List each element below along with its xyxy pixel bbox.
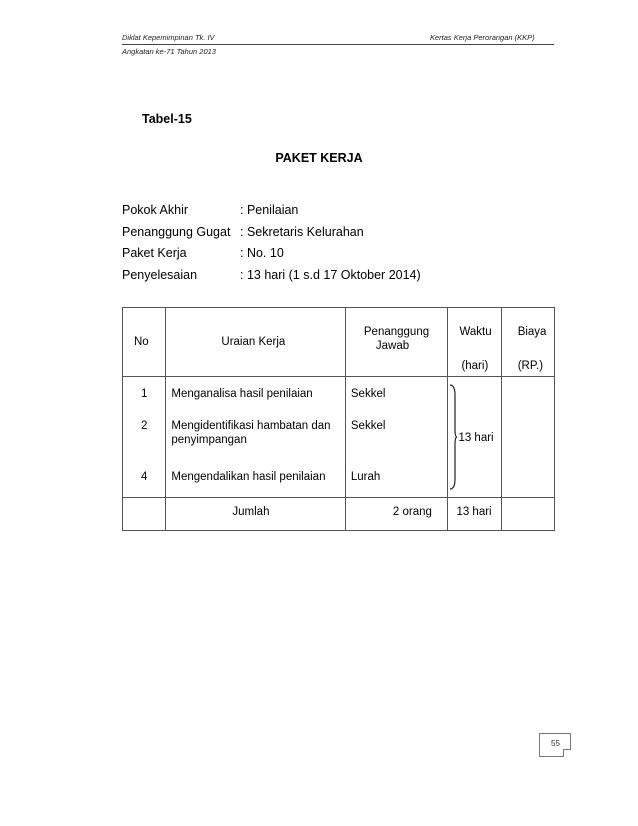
- header-no: No: [134, 336, 149, 348]
- header-left-line2: Angkatan ke-71 Tahun 2013: [122, 47, 216, 56]
- footer-cell-no: [123, 498, 166, 531]
- row-3-uraian: Mengendalikan hasil penilaian: [171, 471, 326, 483]
- footer-pj-total: 2 orang: [392, 506, 432, 518]
- info-value: : 13 hari (1 s.d 17 Oktober 2014): [240, 267, 421, 282]
- row-2-pj: Sekkel: [350, 420, 386, 432]
- row-1-no: 1: [141, 388, 148, 400]
- footer-cell-jumlah: [166, 498, 345, 531]
- header-biaya-unit: (RP.): [517, 360, 544, 372]
- header-cell-biaya: [501, 308, 554, 377]
- row-3-no: 4: [141, 471, 148, 483]
- info-value: : Sekretaris Kelurahan: [240, 224, 364, 239]
- header-cell-no: [123, 308, 166, 377]
- header-pj-line2: Jawab: [375, 340, 410, 352]
- table-label: Tabel-15: [142, 112, 192, 126]
- info-label: Pokok Akhir: [122, 203, 189, 217]
- table-footer-row: [123, 498, 555, 531]
- body-cell-waktu: [448, 377, 501, 498]
- info-value: : No. 10: [240, 246, 284, 260]
- page-number: 55: [551, 739, 560, 748]
- info-label: Paket Kerja: [122, 246, 187, 260]
- info-label: Penanggung Gugat: [122, 224, 231, 239]
- work-package-table: [122, 307, 555, 531]
- header-divider: [122, 44, 554, 45]
- header-right: Kertas Kerja Perorangan (KKP): [430, 33, 535, 42]
- row-1-uraian: Menganalisa hasil penilaian: [171, 388, 313, 400]
- header-waktu-unit: (hari): [461, 360, 489, 372]
- info-row-pokok-akhir: [122, 203, 421, 225]
- header-uraian: Uraian Kerja: [221, 336, 286, 348]
- footer-cell-waktu-total: [448, 498, 501, 531]
- info-row-paket-kerja: [122, 246, 421, 268]
- footer-waktu-total: 13 hari: [456, 506, 492, 518]
- table-body-row: [123, 377, 555, 498]
- table-header-row: [123, 308, 555, 377]
- header-cell-penanggung-jawab: [345, 308, 448, 377]
- page-title: PAKET KERJA: [275, 151, 363, 165]
- footer-cell-pj-total: [345, 498, 448, 531]
- page-number-box: [539, 733, 571, 757]
- header-left-line1: Diklat Kepemimpinan Tk. IV: [122, 33, 215, 42]
- body-cell-biaya: [501, 377, 554, 498]
- row-2-uraian-line1: Mengidentifikasi hambatan dan: [171, 420, 331, 432]
- info-row-penyelesaian: [122, 268, 421, 290]
- body-cell-penanggung-jawab: [345, 377, 448, 498]
- header-waktu: Waktu: [459, 326, 492, 338]
- footer-jumlah: Jumlah: [232, 506, 270, 518]
- info-row-penanggung-gugat: [122, 225, 421, 247]
- row-3-pj: Lurah: [350, 471, 381, 483]
- waktu-total-rows: 13 hari: [458, 432, 494, 444]
- body-cell-no: [123, 377, 166, 498]
- header-cell-waktu: [448, 308, 501, 377]
- row-1-pj: Sekkel: [350, 388, 386, 400]
- body-cell-uraian: [166, 377, 345, 498]
- header-biaya: Biaya: [517, 326, 547, 338]
- footer-cell-biaya-total: [501, 498, 554, 531]
- row-2-uraian-line2: penyimpangan: [171, 434, 247, 446]
- info-block: [122, 203, 421, 289]
- header-pj-line1: Penanggung: [363, 326, 430, 338]
- header-cell-uraian: [166, 308, 345, 377]
- curly-brace-icon: [448, 383, 458, 491]
- info-label: Penyelesaian: [122, 267, 198, 282]
- row-2-no: 2: [141, 420, 148, 432]
- info-value: : Penilaian: [240, 203, 299, 217]
- page-fold-icon: [563, 749, 571, 757]
